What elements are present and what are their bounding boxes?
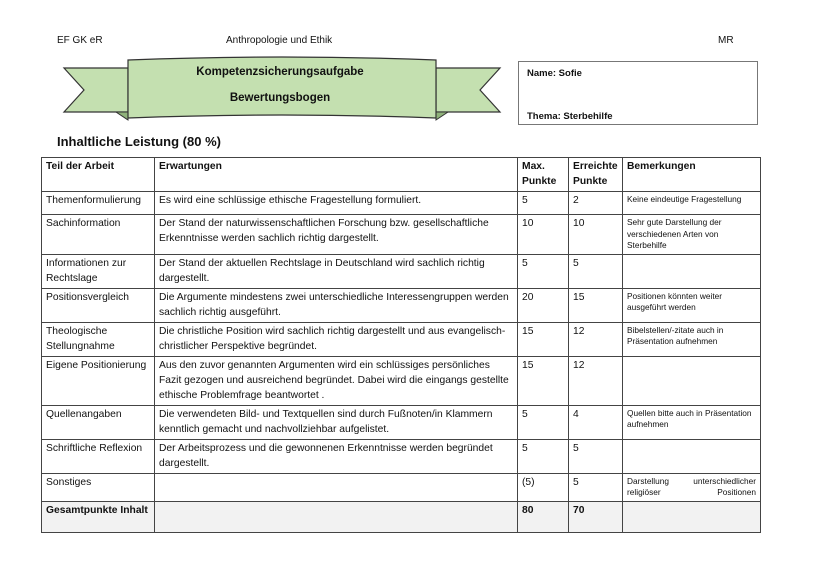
header-subject: Anthropologie und Ethik xyxy=(226,35,333,46)
cell-max: 5 xyxy=(518,439,569,473)
cell-teil: Positionsvergleich xyxy=(42,288,155,322)
cell-bemerkung: Darstellung unterschiedlicher religiöser Positionen xyxy=(623,473,761,501)
table-header-row xyxy=(42,158,761,192)
cell-bemerkung: Quellen bitte auch in Präsentation aufnehmen xyxy=(623,405,761,439)
cell-max: 15 xyxy=(518,322,569,356)
header-teacher: MR xyxy=(718,35,734,46)
cell-teil: Quellenangaben xyxy=(42,405,155,439)
col-header-teil: Teil der Arbeit xyxy=(42,158,155,192)
banner-subtitle: Bewertungsbogen xyxy=(229,92,331,104)
cell-erwartung: Der Arbeitsprozess und die gewonnenen Erkenntnisse werden begründet dargestellt. xyxy=(155,439,518,473)
cell-bemerkung: Positionen könnten weiter ausgeführt werden xyxy=(623,288,761,322)
total-empty-cell xyxy=(155,501,518,532)
cell-bemerkung: Bibelstellen/-zitate auch in Präsentation aufnehmen xyxy=(623,322,761,356)
ribbon-banner xyxy=(62,54,502,126)
cell-bemerkung xyxy=(623,254,761,288)
header-course: EF GK eR xyxy=(57,35,103,46)
col-header-erreicht: Erreichte Punkte xyxy=(569,158,623,192)
cell-erwartung: Der Stand der aktuellen Rechtslage in Deutschland wird sachlich richtig dargestellt. xyxy=(155,254,518,288)
col-header-max: Max. Punkte xyxy=(518,158,569,192)
cell-erwartung: Es wird eine schlüssige ethische Fragestellung formuliert. xyxy=(155,192,518,215)
grading-table xyxy=(41,157,761,533)
cell-erreicht: 15 xyxy=(569,288,623,322)
cell-erreicht: 10 xyxy=(569,215,623,255)
cell-max: 5 xyxy=(518,254,569,288)
cell-teil: Informationen zur Rechtslage xyxy=(42,254,155,288)
student-info-box xyxy=(518,61,758,125)
cell-erreicht: 5 xyxy=(569,254,623,288)
cell-bemerkung: Keine eindeutige Fragestellung xyxy=(623,192,761,215)
cell-bemerkung: Sehr gute Darstellung der verschiedenen Arten von Sterbehilfe xyxy=(623,215,761,255)
cell-teil: Sonstiges xyxy=(42,473,155,501)
cell-max: 15 xyxy=(518,356,569,405)
cell-max: (5) xyxy=(518,473,569,501)
section-heading: Inhaltliche Leistung (80 %) xyxy=(57,134,221,149)
cell-teil: Theologische Stellungnahme xyxy=(42,322,155,356)
banner-title: Kompetenzsicherungsaufgabe xyxy=(196,66,364,78)
table-row xyxy=(42,473,761,501)
total-remarks-cell xyxy=(623,501,761,532)
cell-teil: Schriftliche Reflexion xyxy=(42,439,155,473)
cell-max: 5 xyxy=(518,192,569,215)
cell-erreicht: 4 xyxy=(569,405,623,439)
cell-bemerkung xyxy=(623,439,761,473)
table-row xyxy=(42,254,761,288)
cell-teil: Themenformulierung xyxy=(42,192,155,215)
cell-erreicht: 2 xyxy=(569,192,623,215)
table-row xyxy=(42,215,761,255)
table-row xyxy=(42,322,761,356)
cell-teil: Sachinformation xyxy=(42,215,155,255)
cell-erreicht: 12 xyxy=(569,322,623,356)
total-row xyxy=(42,501,761,532)
topic-label: Thema: Sterbehilfe xyxy=(527,111,613,122)
cell-teil: Eigene Positionierung xyxy=(42,356,155,405)
cell-erwartung: Die christliche Position wird sachlich richtig dargestellt und aus evangelisch-christlicher Perspektive begründet. xyxy=(155,322,518,356)
cell-erreicht: 5 xyxy=(569,473,623,501)
cell-erwartung: Der Stand der naturwissenschaftlichen Forschung bzw. gesellschaftliche Erkenntnisse werden sachlich richtig dargestellt. xyxy=(155,215,518,255)
cell-erwartung: Die verwendeten Bild- und Textquellen sind durch Fußnoten/in Klammern kenntlich gemacht und nachvollziehbar aufgelistet. xyxy=(155,405,518,439)
cell-max: 5 xyxy=(518,405,569,439)
cell-erwartung xyxy=(155,473,518,501)
table-row xyxy=(42,439,761,473)
cell-bemerkung xyxy=(623,356,761,405)
table-row xyxy=(42,405,761,439)
total-erreicht: 70 xyxy=(569,501,623,532)
total-max: 80 xyxy=(518,501,569,532)
total-label: Gesamtpunkte Inhalt xyxy=(42,501,155,532)
cell-erreicht: 12 xyxy=(569,356,623,405)
cell-max: 10 xyxy=(518,215,569,255)
cell-max: 20 xyxy=(518,288,569,322)
table-row xyxy=(42,356,761,405)
cell-erwartung: Aus den zuvor genannten Argumenten wird ein schlüssiges persönliches Fazit gezogen und ausreichend begründet. Dabei wird die eingangs gestellte ethische Problemfrage beantwortet . xyxy=(155,356,518,405)
table-row xyxy=(42,288,761,322)
col-header-bemerkungen: Bemerkungen xyxy=(623,158,761,192)
cell-erreicht: 5 xyxy=(569,439,623,473)
col-header-erwartungen: Erwartungen xyxy=(155,158,518,192)
cell-erwartung: Die Argumente mindestens zwei unterschiedliche Interessengruppen werden sachlich richtig ausgeführt. xyxy=(155,288,518,322)
table-row xyxy=(42,192,761,215)
student-name: Name: Sofie xyxy=(527,68,582,79)
